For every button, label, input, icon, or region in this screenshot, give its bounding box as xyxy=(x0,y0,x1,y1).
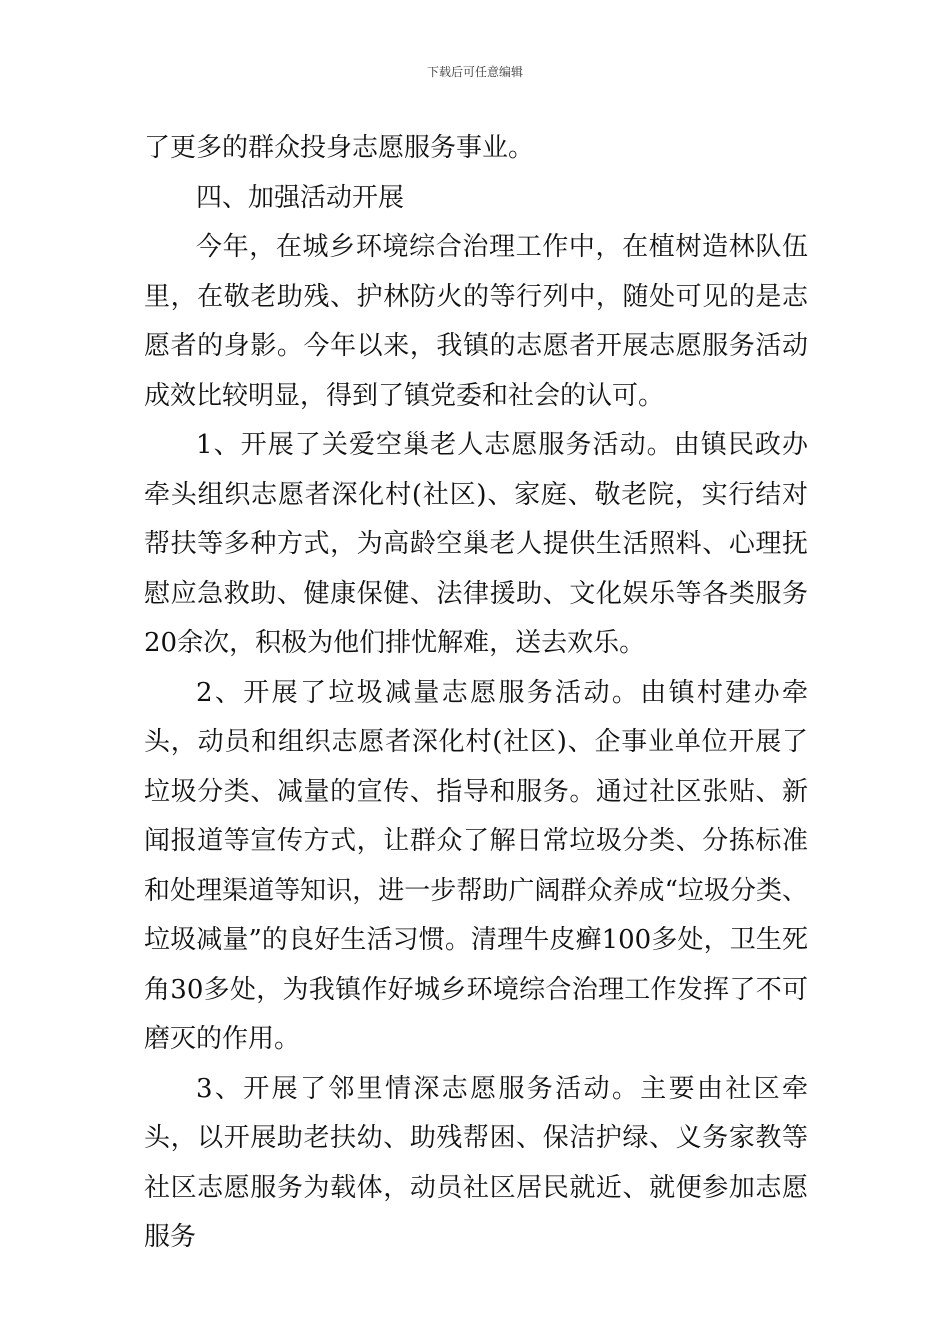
paragraph-6: 3、开展了邻里情深志愿服务活动。主要由社区牵头，以开展助老扶幼、助残帮困、保洁护绿、义务家教等社区志愿服务为载体，动员社区居民就近、就便参加志愿服务 xyxy=(144,1073,808,1252)
section-heading: 四、加强活动开展 xyxy=(196,182,405,213)
page-header-note: 下载后可任意编辑 xyxy=(426,65,523,79)
paragraph-3: 今年，在城乡环境综合治理工作中，在植树造林队伍里，在敬老助残、护林防火的等行列中，随处可见的是志愿者的身影。今年以来，我镇的志愿者开展志愿服务活动成效比较明显，得到了镇党委和社会的认可。 xyxy=(144,232,808,411)
document-body xyxy=(144,124,808,1263)
paragraph-1: 了更多的群众投身志愿服务事业。 xyxy=(144,133,535,163)
paragraph-5: 2、开展了垃圾减量志愿服务活动。由镇村建办牵头，动员和组织志愿者深化村(社区)、企事业单位开展了垃圾分类、减量的宣传、指导和服务。通过社区张贴、新闻报道等宣传方式，让群众了解日常垃圾分类、分拣标准和处理渠道等知识，进一步帮助广阔群众养成“垃圾分类、垃圾减量”的良好生活习惯。清理牛皮癣100多处，卫生死角30多处，为我镇作好城乡环境综合治理工作发挥了不可磨灭的作用。 xyxy=(144,677,808,1054)
paragraph-4: 1、开展了关爱空巢老人志愿服务活动。由镇民政办牵头组织志愿者深化村(社区)、家庭、敬老院，实行结对帮扶等多种方式，为高龄空巢老人提供生活照料、心理抚慰应急救助、健康保健、法律援助、文化娱乐等各类服务20余次，积极为他们排忧解难，送去欢乐。 xyxy=(144,430,808,658)
